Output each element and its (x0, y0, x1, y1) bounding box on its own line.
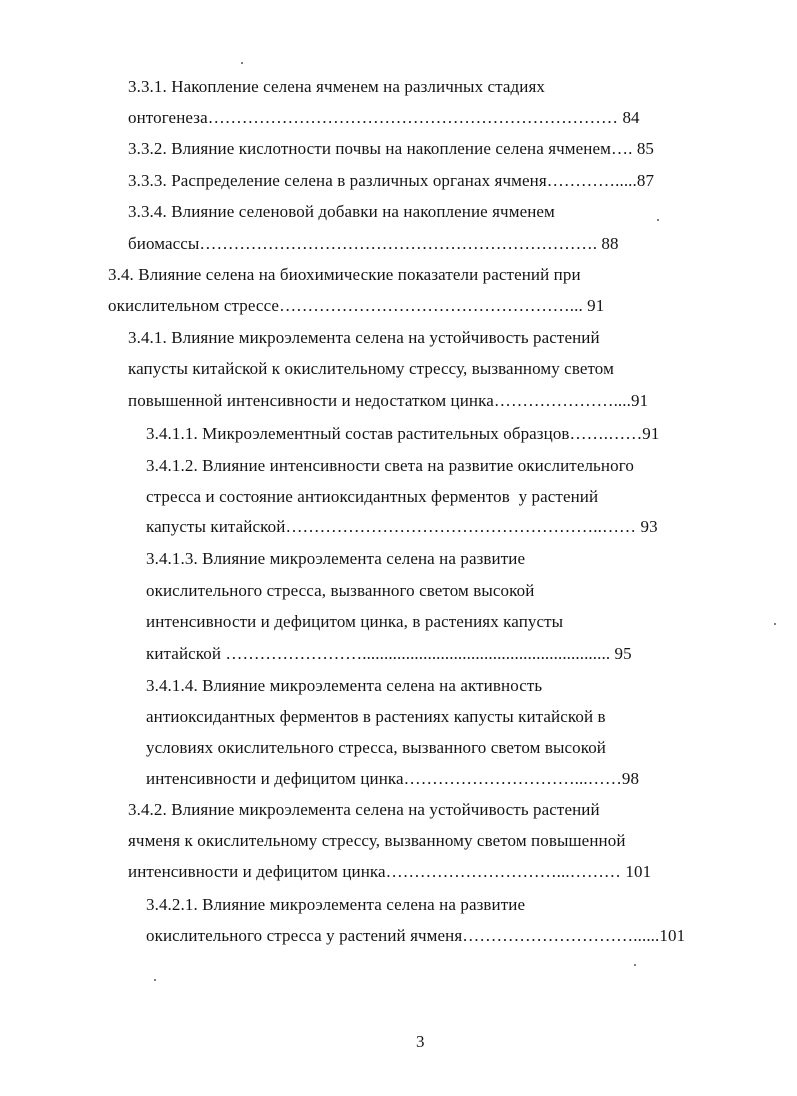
toc-line: окислительном стрессе……………………………………………... 91 (108, 296, 605, 315)
toc-line: 3.3.3. Распределение селена в различных органах ячменя………….....87 (128, 171, 655, 190)
toc-line: интенсивности и дефицитом цинка…………………………...……… 101 (128, 862, 652, 881)
toc-line: 3.4.1. Влияние микроэлемента селена на устойчивость растений (128, 328, 600, 347)
toc-line: 3.4.1.3. Влияние микроэлемента селена на развитие (146, 549, 526, 568)
toc-line: капусты китайской к окислительному стрессу, вызванному светом (128, 359, 614, 378)
toc-line: онтогенеза……………………………………………………………… 84 (128, 108, 640, 127)
toc-line: антиоксидантных ферментов в растениях капусты китайской в (146, 707, 606, 726)
toc-line: повышенной интенсивности и недостатком цинка…………………....91 (128, 391, 649, 410)
toc-line: 3.4.1.1. Микроэлементный состав растительных образцов…….……91 (146, 424, 660, 443)
toc-line: 3.4.1.2. Влияние интенсивности света на развитие окислительного (146, 456, 634, 475)
toc-line: 3.3.4. Влияние селеновой добавки на накопление ячменем (128, 202, 555, 221)
toc-line: 3.3.2. Влияние кислотности почвы на накопление селена ячменем…. 85 (128, 139, 655, 158)
toc-line: 3.4.1.4. Влияние микроэлемента селена на активность (146, 676, 543, 695)
toc-line: интенсивности и дефицитом цинка, в растениях капусты (146, 612, 564, 631)
toc-line: условиях окислительного стресса, вызванного светом высокой (146, 738, 607, 757)
scan-speck (241, 62, 243, 64)
toc-line: капусты китайской………………………………………………..…… 93 (146, 517, 658, 536)
toc-line: 3.4.2. Влияние микроэлемента селена на устойчивость растений (128, 800, 600, 819)
toc-line: 3.4. Влияние селена на биохимические показатели растений при (108, 265, 581, 284)
scan-speck (634, 964, 636, 966)
toc-line: окислительного стресса, вызванного светом высокой (146, 581, 535, 600)
toc-line: китайской ……………………......................................................... 95 (146, 644, 632, 663)
scan-speck (657, 219, 659, 221)
toc-line: стресса и состояние антиоксидантных ферментов у растений (146, 487, 599, 506)
toc-line: ячменя к окислительному стрессу, вызванному светом повышенной (128, 831, 626, 850)
page-number: 3 (416, 1032, 425, 1051)
toc-line: биомассы……………………………………………………………. 88 (128, 234, 619, 253)
scan-speck (154, 979, 156, 981)
toc-line: окислительного стресса у растений ячменя…………………………......101 (146, 926, 686, 945)
toc-line: 3.3.1. Накопление селена ячменем на различных стадиях (128, 77, 546, 96)
toc-line: интенсивности и дефицитом цинка…………………………...……98 (146, 769, 640, 788)
toc-line: 3.4.2.1. Влияние микроэлемента селена на развитие (146, 895, 526, 914)
scan-speck (774, 623, 776, 625)
